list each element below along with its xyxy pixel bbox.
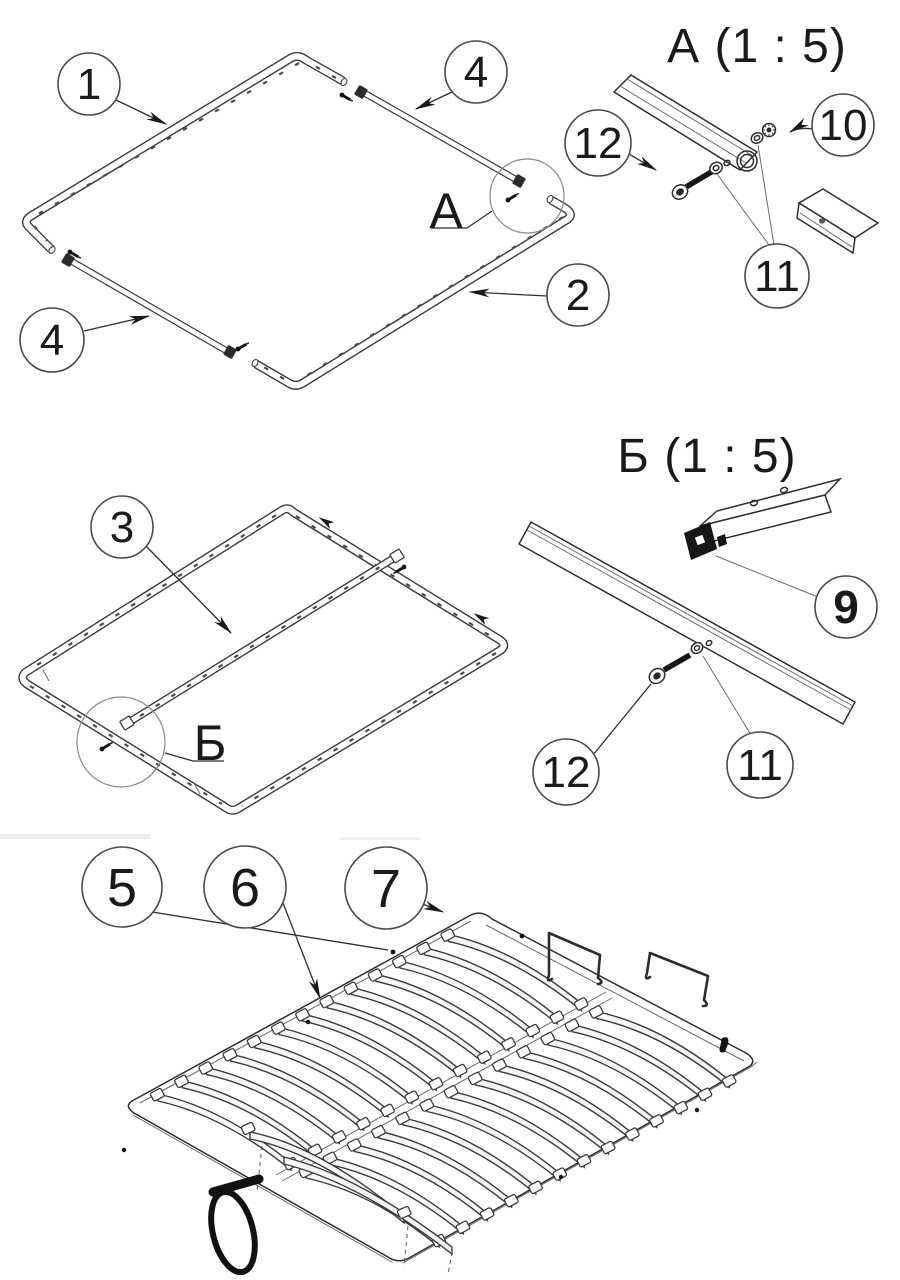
callout-4-top xyxy=(416,41,507,109)
countersunk-bolt xyxy=(670,171,713,202)
svg-text:1: 1 xyxy=(76,60,102,109)
svg-text:4: 4 xyxy=(463,48,489,97)
callout-11-a xyxy=(717,145,809,308)
callout-7 xyxy=(345,847,443,929)
svg-text:11: 11 xyxy=(754,252,800,301)
callout-1 xyxy=(58,53,166,124)
wire-bracket-2 xyxy=(646,953,708,1006)
detail-b-title: Б (1 : 5) xyxy=(617,430,797,483)
svg-text:9: 9 xyxy=(833,581,859,633)
callout-6 xyxy=(204,846,320,998)
callout-12-b xyxy=(533,684,651,805)
callout-9 xyxy=(815,576,877,638)
view-slatted-base xyxy=(82,846,757,1277)
svg-text:12: 12 xyxy=(573,119,623,168)
svg-text:4: 4 xyxy=(39,316,65,365)
detail-marker-b: Б xyxy=(193,715,227,771)
cable-tie xyxy=(204,1179,263,1277)
corner-block xyxy=(797,189,878,253)
svg-text:3: 3 xyxy=(109,503,135,552)
square-tube xyxy=(700,479,840,543)
svg-text:10: 10 xyxy=(818,101,868,150)
svg-text:7: 7 xyxy=(370,859,402,919)
svg-text:5: 5 xyxy=(106,858,138,918)
svg-text:2: 2 xyxy=(565,271,591,320)
callout-10 xyxy=(790,94,874,156)
scan-artifact xyxy=(0,834,150,839)
callout-2 xyxy=(470,264,609,326)
tube-section xyxy=(614,75,757,171)
detail-a-title: А (1 : 5) xyxy=(667,20,847,73)
side-frame-part-2 xyxy=(251,194,571,385)
detail-view-b xyxy=(519,430,877,805)
flange-nut xyxy=(763,124,776,137)
scan-artifact xyxy=(340,837,420,840)
center-rail xyxy=(99,549,408,752)
detail-view-a xyxy=(565,20,878,308)
callout-4-bottom xyxy=(20,308,149,372)
wire-bracket-1 xyxy=(548,933,602,984)
view-frame-exploded xyxy=(20,41,609,385)
svg-text:6: 6 xyxy=(229,858,261,918)
callout-12-a xyxy=(565,110,656,176)
svg-text:11: 11 xyxy=(737,741,783,790)
frame-perimeter xyxy=(23,509,504,811)
detail-marker-a: А xyxy=(429,183,463,239)
countersunk-bolt xyxy=(646,655,690,687)
connector-rod-bottom xyxy=(61,249,250,360)
view-frame-assembled xyxy=(23,496,504,810)
svg-text:12: 12 xyxy=(541,748,591,797)
rail-section xyxy=(519,522,855,724)
